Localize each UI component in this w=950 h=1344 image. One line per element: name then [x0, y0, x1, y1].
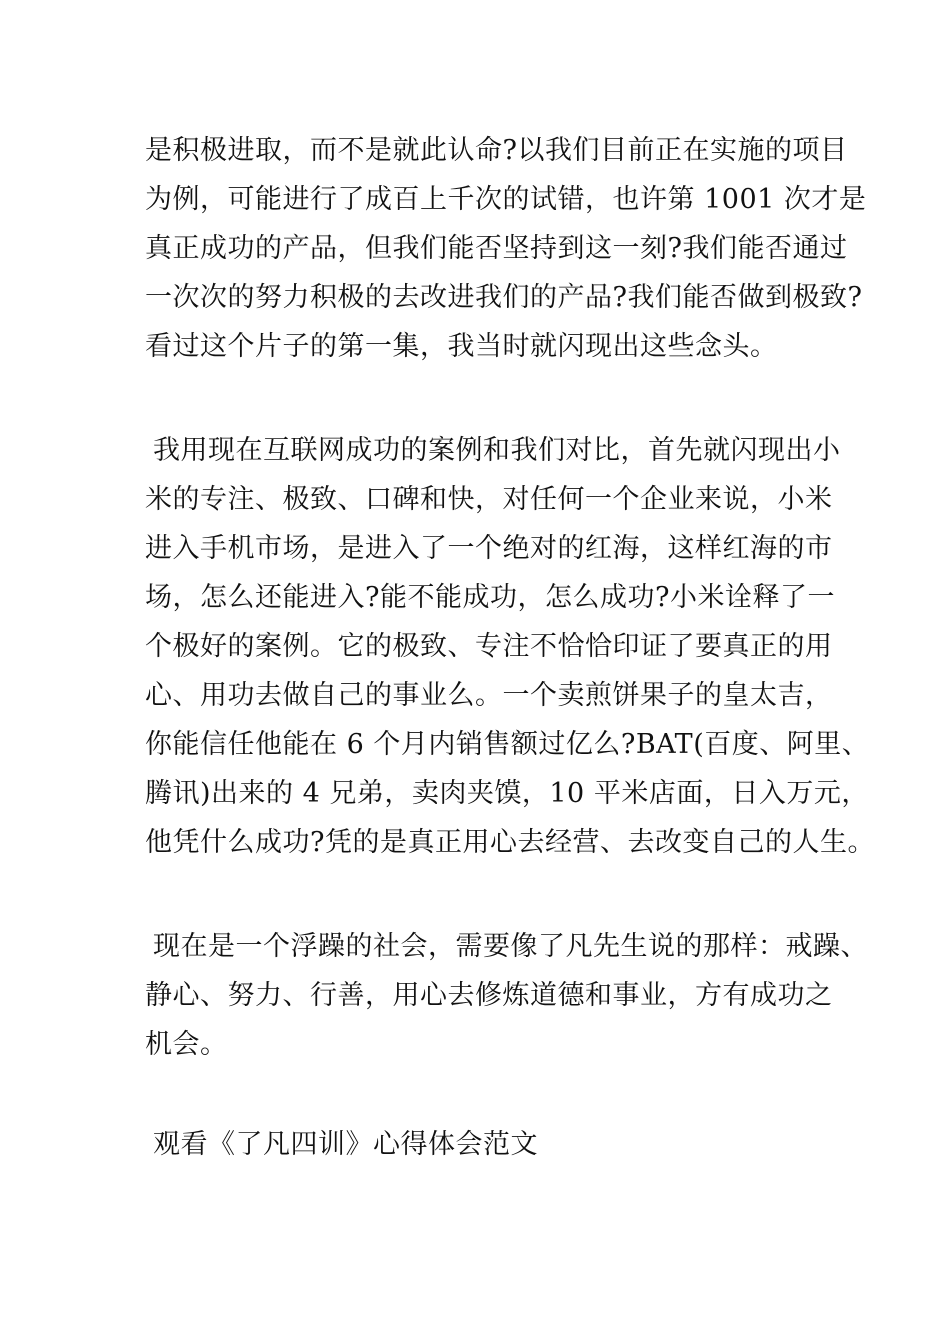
text-line: 静心、努力、行善，用心去修炼道德和事业，方有成功之 — [145, 980, 833, 1011]
text-line: 一次次的努力积极的去改进我们的产品?我们能否做到极致? — [145, 282, 863, 313]
text-line: 米的专注、极致、口碑和快，对任何一个企业来说，小米 — [145, 484, 833, 515]
text-line: 现在是一个浮躁的社会，需要像了凡先生说的那样：戒躁、 — [153, 931, 868, 962]
text-line: 场，怎么还能进入?能不能成功，怎么成功?小米诠释了一 — [145, 582, 835, 613]
text-line: 是积极进取，而不是就此认命?以我们目前正在实施的项目 — [145, 135, 848, 166]
text-line: 心、用功去做自己的事业么。一个卖煎饼果子的皇太吉， — [145, 680, 833, 711]
text-line: 你能信任他能在 6 个月内销售额过亿么?BAT(百度、阿里、 — [145, 729, 870, 760]
text-line: 看过这个片子的第一集，我当时就闪现出这些念头。 — [145, 331, 778, 362]
text-line: 个极好的案例。它的极致、专注不恰恰印证了要真正的用 — [145, 631, 833, 662]
text-line: 腾讯)出来的 4 兄弟，卖肉夹馍，10 平米店面，日入万元， — [145, 778, 869, 809]
text-line: 真正成功的产品，但我们能否坚持到这一刻?我们能否通过 — [145, 233, 848, 264]
heading-text: 观看《了凡四训》心得体会范文 — [153, 1129, 538, 1160]
text-line: 为例，可能进行了成百上千次的试错，也许第 1001 次才是 — [145, 184, 867, 215]
text-line: 进入手机市场，是进入了一个绝对的红海，这样红海的市 — [145, 533, 833, 564]
text-line: 他凭什么成功?凭的是真正用心去经营、去改变自己的人生。 — [145, 827, 875, 858]
text-line: 机会。 — [145, 1029, 228, 1060]
text-line: 我用现在互联网成功的案例和我们对比，首先就闪现出小 — [153, 435, 841, 466]
